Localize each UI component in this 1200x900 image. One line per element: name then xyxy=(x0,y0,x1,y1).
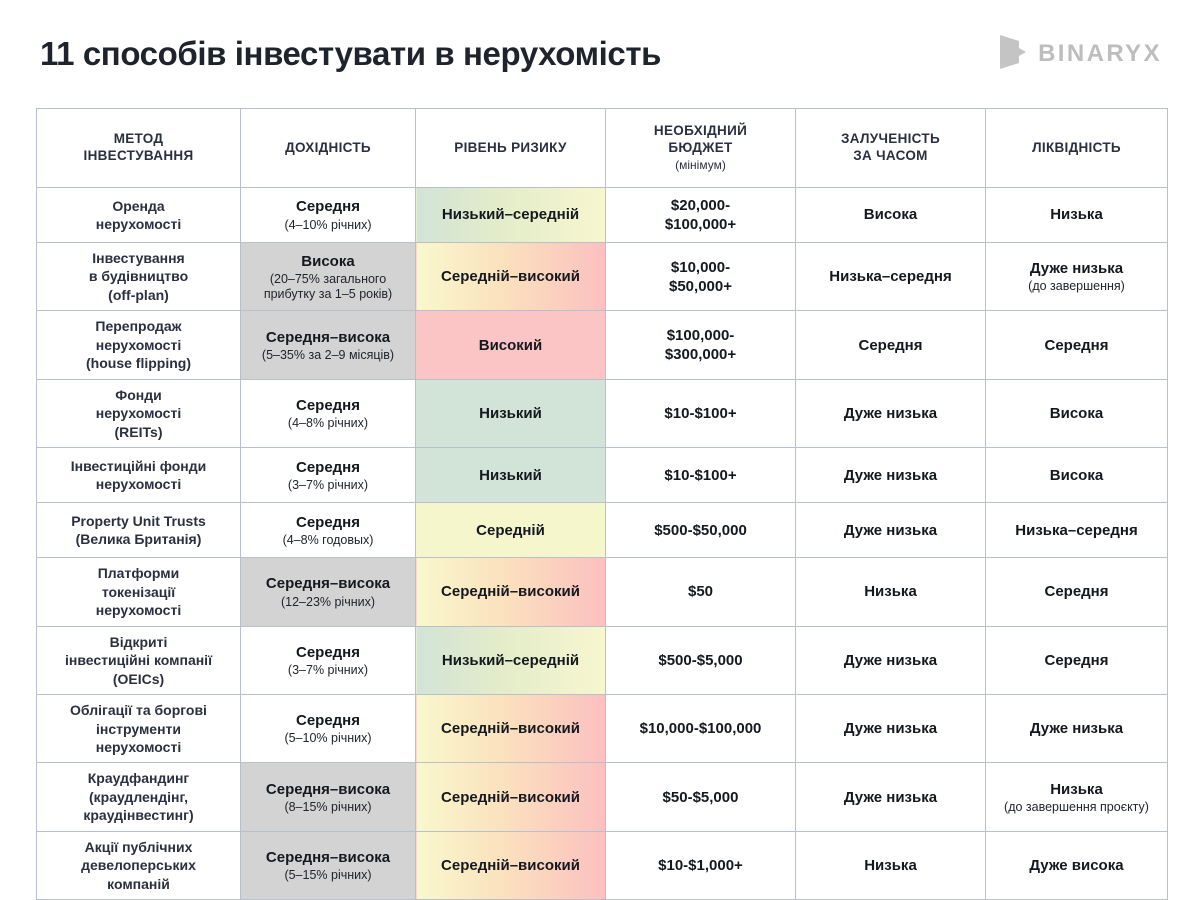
cell-yield xyxy=(241,188,416,243)
liquidity-value: Дуже низька xyxy=(1029,720,1124,738)
cell-yield xyxy=(241,243,416,311)
cell-risk: Середній–високий xyxy=(416,763,606,831)
cell-method: Property Unit Trusts (Велика Британія) xyxy=(37,503,241,558)
time-value: Дуже низька xyxy=(843,788,938,806)
cell-time-involvement xyxy=(796,379,986,447)
cell-budget: $10-$100+ xyxy=(606,379,796,447)
cell-yield xyxy=(241,379,416,447)
cell-yield xyxy=(241,448,416,503)
binaryx-mark-icon xyxy=(997,33,1027,76)
cell-method: Акції публічних девелоперських компаній xyxy=(37,831,241,899)
cell-method: Перепродаж нерухомості (house flipping) xyxy=(37,311,241,379)
page-title: 11 способів інвестувати в нерухомість xyxy=(40,35,662,72)
cell-liquidity xyxy=(986,503,1168,558)
yield-value: Середня–висока xyxy=(265,780,391,798)
yield-note: (3–7% річних) xyxy=(287,477,369,492)
column-header-sublabel: (мінімум) xyxy=(675,157,726,172)
cell-liquidity xyxy=(986,448,1168,503)
yield-note: (8–15% річних) xyxy=(284,799,372,814)
cell-budget: $50 xyxy=(606,558,796,626)
cell-budget: $10,000- $50,000+ xyxy=(606,243,796,311)
table-row[interactable] xyxy=(37,503,1168,558)
cell-budget: $10-$1,000+ xyxy=(606,831,796,899)
column-header-label: ДОХІДНІСТЬ xyxy=(285,139,371,155)
cell-liquidity xyxy=(986,379,1168,447)
cell-method: Облігації та боргові інструменти нерухомості xyxy=(37,695,241,763)
column-header-label: МЕТОД ІНВЕСТУВАННЯ xyxy=(83,131,194,163)
liquidity-value: Середня xyxy=(1044,583,1109,601)
page-header xyxy=(0,0,1200,108)
cell-time-involvement xyxy=(796,448,986,503)
cell-liquidity xyxy=(986,311,1168,379)
cell-time-involvement xyxy=(796,243,986,311)
liquidity-note: (до завершення) xyxy=(1028,279,1125,294)
comparison-table-container xyxy=(36,108,1167,900)
time-value: Низька xyxy=(864,856,917,874)
brand-logo xyxy=(997,33,1162,76)
yield-note: (3–7% річних) xyxy=(287,662,369,677)
cell-liquidity xyxy=(986,763,1168,831)
table-row[interactable] xyxy=(37,379,1168,447)
yield-value: Середня xyxy=(295,712,360,730)
brand-name: BINARYX xyxy=(1038,40,1162,67)
liquidity-value: Висока xyxy=(1049,404,1104,422)
yield-note: (4–10% річних) xyxy=(284,217,372,232)
cell-method: Оренда нерухомості xyxy=(37,188,241,243)
table-row[interactable] xyxy=(37,831,1168,899)
yield-note: (4–8% річних) xyxy=(287,416,369,431)
yield-note: (5–10% річних) xyxy=(284,731,372,746)
yield-value: Середня xyxy=(295,198,360,216)
table-row[interactable] xyxy=(37,311,1168,379)
cell-yield xyxy=(241,503,416,558)
cell-time-involvement xyxy=(796,626,986,694)
cell-risk: Низький–середній xyxy=(416,626,606,694)
cell-liquidity xyxy=(986,188,1168,243)
cell-method: Платформи токенізації нерухомості xyxy=(37,558,241,626)
yield-value: Висока xyxy=(301,252,355,270)
table-row[interactable] xyxy=(37,763,1168,831)
cell-method: Інвестиційні фонди нерухомості xyxy=(37,448,241,503)
liquidity-value: Висока xyxy=(1049,466,1104,484)
yield-value: Середня xyxy=(295,396,360,414)
table-header-row xyxy=(37,109,1168,188)
liquidity-value: Дуже низька xyxy=(1029,260,1124,278)
time-value: Дуже низька xyxy=(843,466,938,484)
yield-value: Середня xyxy=(295,458,360,476)
cell-method: Фонди нерухомості (REITs) xyxy=(37,379,241,447)
cell-risk: Середній–високий xyxy=(416,831,606,899)
column-header-label: НЕОБХІДНИЙ БЮДЖЕТ xyxy=(653,123,748,155)
column-header-label: ЗАЛУЧЕНІСТЬ ЗА ЧАСОМ xyxy=(841,131,940,163)
cell-time-involvement xyxy=(796,695,986,763)
yield-note: (4–8% годовых) xyxy=(282,532,374,547)
column-header-label: РІВЕНЬ РИЗИКУ xyxy=(454,139,567,155)
cell-budget: $10,000-$100,000 xyxy=(606,695,796,763)
table-row[interactable] xyxy=(37,626,1168,694)
liquidity-value: Дуже висока xyxy=(1029,856,1124,874)
cell-risk: Високий xyxy=(416,311,606,379)
cell-budget: $500-$50,000 xyxy=(606,503,796,558)
column-header-time[interactable] xyxy=(796,109,986,188)
cell-liquidity xyxy=(986,695,1168,763)
table-row[interactable] xyxy=(37,243,1168,311)
cell-budget: $50-$5,000 xyxy=(606,763,796,831)
cell-budget: $20,000- $100,000+ xyxy=(606,188,796,243)
cell-liquidity xyxy=(986,626,1168,694)
cell-risk: Середній xyxy=(416,503,606,558)
cell-yield xyxy=(241,695,416,763)
column-header-yield[interactable] xyxy=(241,109,416,188)
cell-yield xyxy=(241,558,416,626)
cell-liquidity xyxy=(986,558,1168,626)
yield-value: Середня–висока xyxy=(265,575,391,593)
cell-risk: Середній–високий xyxy=(416,695,606,763)
column-header-method[interactable] xyxy=(37,109,241,188)
table-row[interactable] xyxy=(37,695,1168,763)
cell-liquidity xyxy=(986,243,1168,311)
cell-yield xyxy=(241,626,416,694)
cell-risk: Середній–високий xyxy=(416,243,606,311)
table-head xyxy=(37,109,1168,188)
column-header-label: ЛІКВІДНІСТЬ xyxy=(1032,139,1121,155)
table-body xyxy=(37,188,1168,900)
column-header-liquidity[interactable] xyxy=(986,109,1168,188)
table-row[interactable] xyxy=(37,448,1168,503)
cell-risk: Низький–середній xyxy=(416,188,606,243)
cell-yield xyxy=(241,763,416,831)
yield-note: (12–23% річних) xyxy=(280,594,376,609)
yield-note: (5–35% за 2–9 місяців) xyxy=(261,347,395,362)
yield-value: Середня xyxy=(295,513,360,531)
time-value: Низька–середня xyxy=(829,268,952,286)
column-header-budget[interactable] xyxy=(606,109,796,188)
liquidity-value: Середня xyxy=(1044,336,1109,354)
yield-note: (5–15% річних) xyxy=(284,868,372,883)
cell-time-involvement xyxy=(796,831,986,899)
time-value: Низька xyxy=(864,583,917,601)
yield-value: Середня xyxy=(295,643,360,661)
yield-value: Середня–висока xyxy=(265,328,391,346)
liquidity-value: Середня xyxy=(1044,651,1109,669)
cell-time-involvement xyxy=(796,763,986,831)
cell-budget: $100,000- $300,000+ xyxy=(606,311,796,379)
cell-risk: Низький xyxy=(416,448,606,503)
cell-time-involvement xyxy=(796,311,986,379)
cell-method: Відкриті інвестиційні компанії (OEICs) xyxy=(37,626,241,694)
cell-risk: Середній–високий xyxy=(416,558,606,626)
cell-method: Краудфандинг (краудлендінг, краудінвестинг) xyxy=(37,763,241,831)
column-header-risk[interactable] xyxy=(416,109,606,188)
cell-budget: $10-$100+ xyxy=(606,448,796,503)
time-value: Дуже низька xyxy=(843,651,938,669)
time-value: Висока xyxy=(863,206,918,224)
liquidity-value: Низька–середня xyxy=(1015,521,1138,539)
liquidity-value: Низька xyxy=(1050,780,1103,798)
cell-yield xyxy=(241,311,416,379)
comparison-table xyxy=(36,108,1168,900)
table-row[interactable] xyxy=(37,188,1168,243)
table-row[interactable] xyxy=(37,558,1168,626)
cell-method: Інвестування в будівництво (off-plan) xyxy=(37,243,241,311)
cell-time-involvement xyxy=(796,558,986,626)
time-value: Середня xyxy=(858,336,923,354)
time-value: Дуже низька xyxy=(843,404,938,422)
cell-time-involvement xyxy=(796,503,986,558)
liquidity-note: (до завершення проєкту) xyxy=(1004,799,1149,814)
cell-risk: Низький xyxy=(416,379,606,447)
yield-note: (20–75% загального прибутку за 1–5 років) xyxy=(263,271,393,301)
time-value: Дуже низька xyxy=(843,720,938,738)
cell-yield xyxy=(241,831,416,899)
cell-time-involvement xyxy=(796,188,986,243)
liquidity-value: Низька xyxy=(1050,206,1103,224)
cell-liquidity xyxy=(986,831,1168,899)
yield-value: Середня–висока xyxy=(265,848,391,866)
time-value: Дуже низька xyxy=(843,521,938,539)
cell-budget: $500-$5,000 xyxy=(606,626,796,694)
